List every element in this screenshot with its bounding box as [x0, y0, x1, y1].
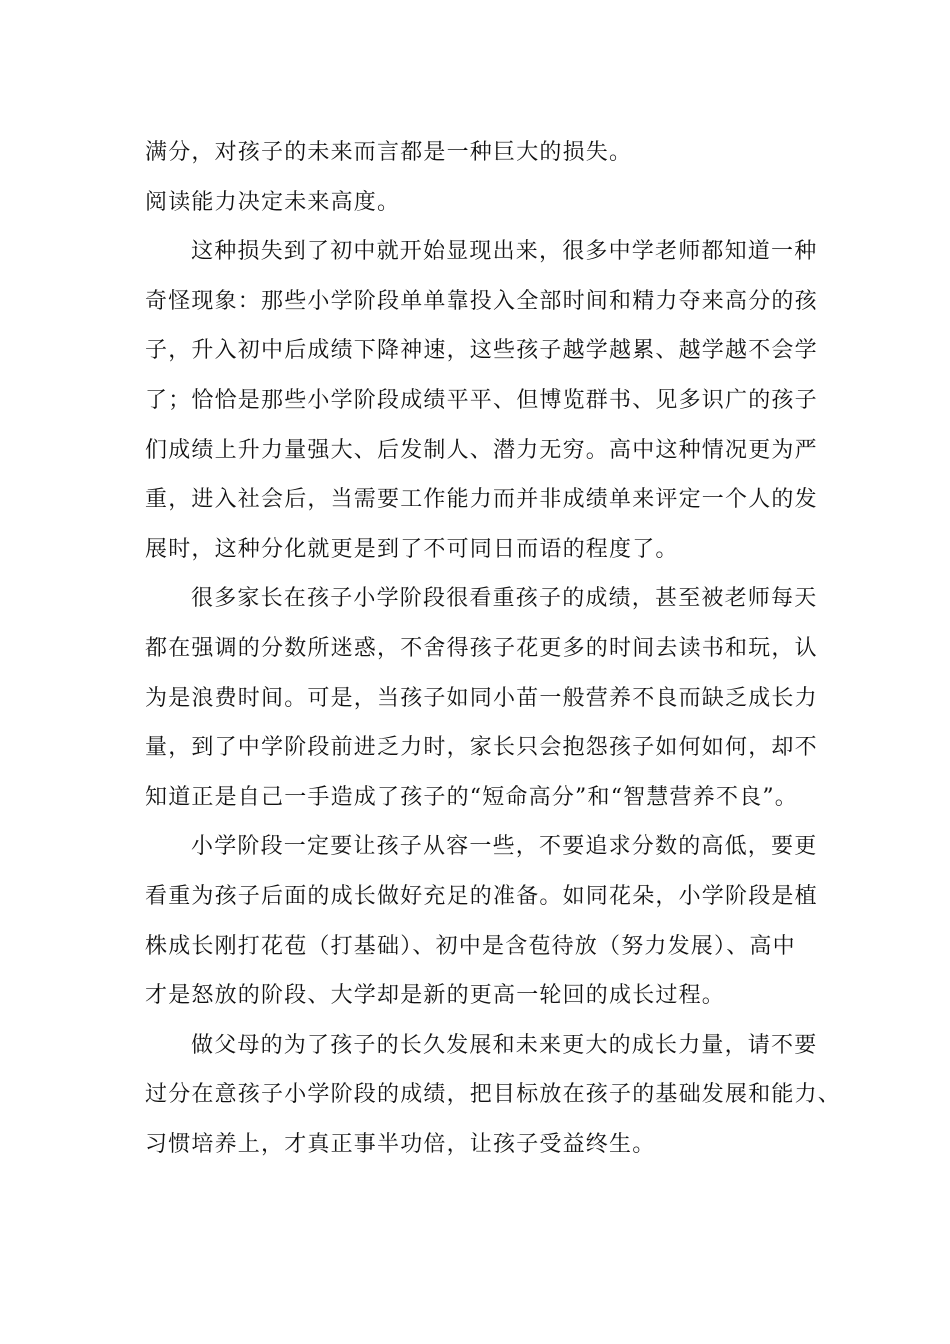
text-line: 了；恰恰是那些小学阶段成绩平平、但博览群书、见多识广的孩子 [145, 387, 818, 413]
paragraph [145, 1021, 842, 1170]
paragraph [145, 574, 818, 822]
text-line: 很多家长在孩子小学阶段很看重孩子的成绩，甚至被老师每天 [191, 586, 818, 612]
text-line: 知道正是自己一手造成了孩子的“短命高分”和“智慧营养不良”。 [145, 784, 798, 810]
text-line: 重，进入社会后，当需要工作能力而并非成绩单来评定一个人的发 [145, 487, 818, 513]
text-line: 这种损失到了初中就开始显现出来，很多中学老师都知道一种 [191, 239, 818, 265]
text-line: 量，到了中学阶段前进乏力时，家长只会抱怨孩子如何如何，却不 [145, 735, 818, 761]
text-line: 过分在意孩子小学阶段的成绩，把目标放在孩子的基础发展和能力、 [145, 1082, 842, 1108]
text-line: 株成长刚打花苞（打基础）、初中是含苞待放（努力发展）、高中 [145, 933, 796, 959]
document-body [145, 128, 842, 1169]
text-line: 奇怪现象：那些小学阶段单单靠投入全部时间和精力夺来高分的孩 [145, 288, 818, 314]
text-line: 都在强调的分数所迷惑，不舍得孩子花更多的时间去读书和玩，认 [145, 635, 818, 661]
paragraph [145, 227, 818, 574]
text-line: 看重为孩子后面的成长做好充足的准备。如同花朵，小学阶段是植 [145, 883, 818, 909]
text-line: 小学阶段一定要让孩子从容一些，不要追求分数的高低，要更 [191, 834, 818, 860]
text-line: 习惯培养上，才真正事半功倍，让孩子受益终生。 [145, 1131, 656, 1157]
text-line: 才是怒放的阶段、大学却是新的更高一轮回的成长过程。 [145, 983, 726, 1009]
text-line: 做父母的为了孩子的长久发展和未来更大的成长力量，请不要 [191, 1032, 818, 1058]
text-line: 子，升入初中后成绩下降神速，这些孩子越学越累、越学越不会学 [145, 338, 818, 364]
text-line: 满分，对孩子的未来而言都是一种巨大的损失。 [145, 140, 633, 165]
paragraph [145, 822, 818, 1020]
text-line: 阅读能力决定未来高度。 [145, 189, 401, 215]
text-line: 为是浪费时间。可是，当孩子如同小苗一般营养不良而缺乏成长力 [145, 685, 818, 711]
text-line: 展时，这种分化就更是到了不可同日而语的程度了。 [145, 536, 679, 562]
text-line: 们成绩上升力量强大、后发制人、潜力无穷。高中这种情况更为严 [145, 437, 818, 463]
